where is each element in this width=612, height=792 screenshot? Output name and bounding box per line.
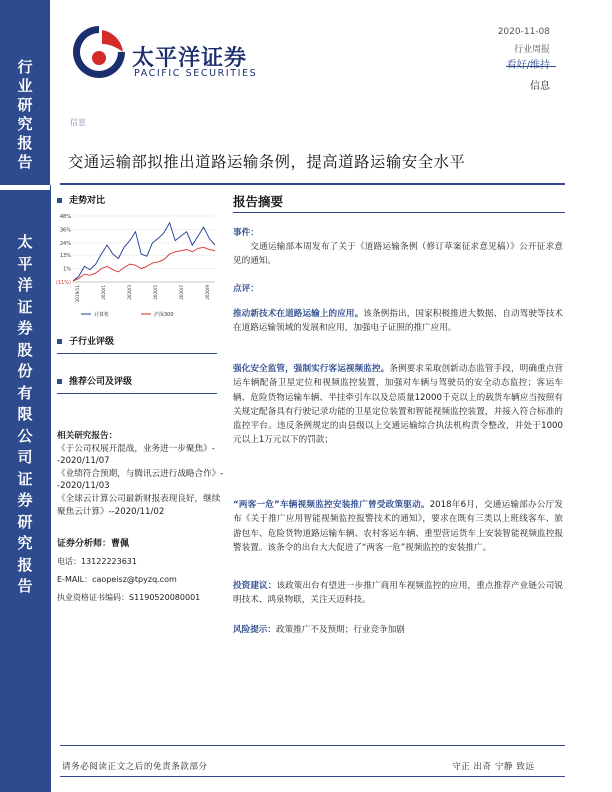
analyst-label: 证券分析师： [57,539,112,549]
header-rule [506,66,556,67]
info-tag: 信息 [70,118,86,127]
y-tick-label: 1% [63,266,71,273]
logo-name: 太平洋证券 [132,46,248,71]
footer-motto: 守正 出奇 宁静 致远 [452,762,535,772]
analyst-line [57,536,227,549]
related-reports [57,430,227,518]
comment-label [233,282,563,296]
footer-rule-bottom [60,776,565,777]
page-title: 交通运输部拟推出道路运输条例，提高道路运输安全水平 [68,153,466,171]
trend-heading-text: 走势对比 [69,196,106,206]
x-tick-label: 2020/1 [101,285,106,300]
p2-text: 条例要求采取创新动态监管手段，明确重点营运车辆配备卫星定位和视频监控装置，加强对车辆与驾驶员的安全动态监控；客运车辆、危险货物运输车辆、半挂牵引车以及总质量12000千克以上的载货车辆应当按照有关规定配备具有行驶记录功能的卫星定位装置和智能视频监控装置，并接入符合标准的监控平台。违反条例规定的由县级以上交通运输综合执法机构责令整改，并处于1000元以上1万元以下的罚款； [233,364,563,446]
analyst-phone: 电话：13122223631 [57,557,137,566]
title-rule [60,183,565,185]
analyst-name: 曹佩 [111,539,130,549]
footer-disclaimer: 请务必阅读正文之后的免责条款部分 [62,762,208,772]
p1-label: 推动新技术在道路运输上的应用。 [233,309,364,319]
legend-label: 沪深300 [154,312,174,318]
related-item[interactable]: 《业绩符合预期，与腾讯云进行战略合作》--2020/11/03 [57,468,224,492]
sub-rating-heading [57,334,114,347]
sub-rating-heading-text: 子行业评级 [69,337,115,347]
p2-label: 强化安全监管，强制实行客运视频监控。 [233,364,390,374]
paragraph-safety [233,362,563,448]
analyst-license: 执业资格证书编码：S1190520080001 [57,593,201,602]
abstract-rule [233,212,565,213]
x-tick-label: 2020/5 [153,285,158,300]
sidebar-bottom-label: 太 平 洋 证 券 股 份 有 限 公 司 证 券 研 究 报 告 [17,233,33,595]
series-line [73,223,215,281]
footer-rule-top [60,745,565,746]
company-rating-heading [57,374,132,387]
y-tick-label: 24% [59,240,71,247]
y-tick-label: 36% [59,227,71,234]
legend-label: 计算机 [94,312,110,318]
y-tick-label: 13% [59,253,71,260]
event-label-text: 事件： [233,228,259,238]
paragraph-tech [233,307,563,336]
related-item[interactable]: 《于公司权展开混战，业务进一步聚焦》--2020/11/07 [57,443,215,467]
paragraph-invest [233,579,563,608]
y-tick-label: 48% [59,214,71,220]
logo-subtitle: PACIFIC SECURITIES [134,68,258,79]
x-tick-label: 2019/11 [75,285,80,303]
x-tick-label: 2020/3 [127,285,132,300]
paragraph-risk [233,623,563,637]
report-date: 2020-11-08 [497,27,550,37]
left-divider [57,353,217,354]
company-rating-heading-text: 推荐公司及评级 [69,377,133,387]
p1-text: 该条例指出，国家积极推进大数据、自动驾驶等技术在道路运输领域的发展和应用，加强电子证照的推广应用。 [233,309,563,334]
abstract-title: 报告摘要 [233,194,284,209]
trend-heading [57,193,105,206]
p3-text: 2018年6月，交通运输部办公厅发布《关于推广应用智能视频监控报警技术的通知》，要求在既有三类以上班线客车、旅游包车、危险货物道路运输车辆、农村客运车辆、重型营运货车上安装智能视频监控报警装置。该条令的出台大大促进了“两客一危”视频监控的安装推广。 [233,500,563,553]
paragraph-policy [233,498,563,555]
report-type: 行业周报 [513,45,550,55]
event-label [233,226,563,240]
risk-label: 风险提示： [233,625,276,635]
industry-rating [507,56,550,71]
logo-mark-icon [68,22,130,82]
event-text: 交通运输部本周发布了关于《道路运输条例（修订草案征求意见稿）》公开征求意见的通知。 [233,242,563,267]
square-bullet-icon [57,379,62,384]
sidebar-top-band [0,0,50,185]
trend-chart [55,210,223,326]
square-bullet-icon [57,198,62,203]
x-tick-label: 2020/7 [179,285,184,300]
y-tick-label: (11%) [55,280,71,286]
left-divider [57,393,217,394]
x-tick-label: 2020/9 [205,285,210,300]
sidebar-divider [50,185,51,792]
square-bullet-icon [57,339,62,344]
series-line [73,247,215,281]
sidebar-top-label: 行 业 研 究 报 告 [17,58,33,171]
sidebar-bottom-band [0,190,50,792]
p3-label: “两客一危”车辆视频监控安装推广曾受政策驱动。 [233,500,430,510]
risk-text: 政策推广不及预期；行业竞争加剧 [275,625,405,635]
invest-label: 投资建议： [233,581,277,591]
industry-category: 信息 [530,81,550,92]
trend-chart-svg [55,210,223,326]
analyst-contact [57,536,227,610]
related-heading: 相关研究报告： [57,431,118,441]
related-item[interactable]: 《全球云计算公司最新财报表现良好，继续聚焦云计算》--2020/11/02 [57,493,221,517]
invest-text: 该政策出台有望进一步推广商用车视频监控的应用，重点推荐产业链公司锐明技术、鸿泉物联，关注天迈科技。 [233,581,563,606]
comment-label-text: 点评： [233,284,259,294]
analyst-email[interactable]: E-MAIL：caopeisz@tpyzq.com [57,575,177,584]
